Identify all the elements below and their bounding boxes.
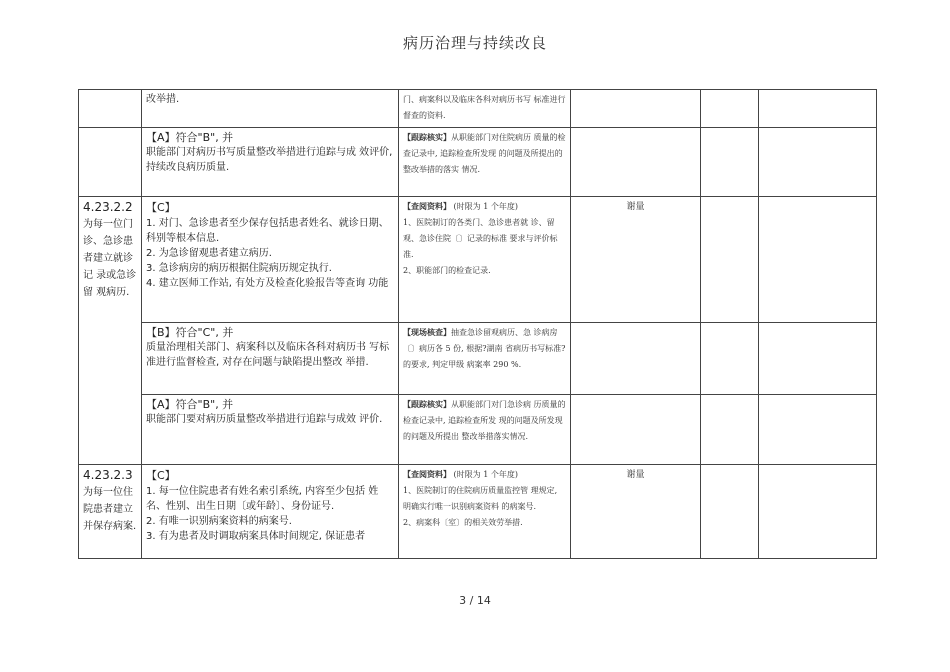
page-title: 病历治理与持续改良: [402, 34, 547, 52]
empty-cell: [571, 90, 701, 128]
empty-cell: [759, 197, 877, 323]
empty-cell: [759, 128, 877, 197]
requirement-cell: [142, 395, 399, 465]
table-row: [79, 197, 877, 323]
empty-cell: [701, 465, 759, 559]
standard-code: 4.23.2.3: [83, 468, 133, 482]
requirement-text: 改举措.: [146, 94, 180, 105]
code-cell: [79, 465, 142, 559]
empty-cell: [701, 197, 759, 323]
requirement-cell: [142, 465, 399, 559]
check-cell: [399, 90, 571, 128]
requirement-cell: [142, 128, 399, 197]
empty-cell: [701, 323, 759, 395]
requirement-item: 1. 对门、急诊患者至少保存包括患者姓名、就诊日期、科别等根本信息.: [146, 218, 389, 244]
requirement-item: 3. 急诊病房的病历根据住院病历规定执行.: [146, 263, 332, 274]
level-label: 【B】符合"C", 并: [146, 326, 234, 339]
check-text: 门、病案科以及临床各科对病历书写 标准进行督查的资料.: [403, 95, 566, 120]
page-number: 3 / 14: [459, 594, 491, 607]
check-cell: [399, 465, 571, 559]
empty-cell: [571, 395, 701, 465]
table-row: [79, 465, 877, 559]
empty-cell: [571, 128, 701, 197]
requirement-item: 2. 有唯一识别病案资料的病案号.: [146, 516, 292, 527]
empty-cell: [759, 323, 877, 395]
standard-description: 为每一位门诊、急诊患者建立就诊记 录或急诊留 观病历.: [83, 219, 137, 298]
code-cell: [79, 197, 142, 465]
table-row: [79, 395, 877, 465]
check-text: 从职能部门对门急诊病 历质量的检查记录中, 追踪检查所发 现的问题及所发现的问题及所提出 整改举措落实情况.: [403, 400, 566, 441]
check-note: (时限为 1 个年度): [453, 470, 518, 479]
empty-cell: [759, 465, 877, 559]
check-item: 2、职能部门的检查记录.: [403, 266, 491, 275]
empty-cell: [701, 90, 759, 128]
requirement-cell: [142, 197, 399, 323]
result-cell: [571, 197, 701, 323]
requirement-text: 质量治理相关部门、病案科以及临床各科对病历书 写标准进行监督检查, 对存在问题与缺陷提出整改 举措.: [146, 342, 390, 368]
level-label: 【C】: [146, 201, 176, 214]
result-cell: [571, 465, 701, 559]
result-text: 谢量: [626, 202, 645, 212]
check-cell: [399, 323, 571, 395]
check-tag: 【跟踪核实】: [403, 133, 451, 142]
code-cell: [79, 128, 142, 197]
standard-code: 4.23.2.2: [83, 200, 133, 214]
check-tag: 【现场核查】: [403, 328, 451, 337]
requirement-item: 2. 为急诊留观患者建立病历.: [146, 248, 272, 259]
check-text: 从职能部门对住院病历 质量的检查记录中, 追踪检查所发现 的问题及所提出的整改举措的落实 情况.: [403, 133, 566, 174]
empty-cell: [701, 128, 759, 197]
level-label: 【A】符合"B", 并: [146, 398, 234, 411]
requirement-cell: [142, 323, 399, 395]
empty-cell: [701, 395, 759, 465]
check-tag: 【跟踪核实】: [403, 400, 451, 409]
check-cell: [399, 128, 571, 197]
table-row: [79, 128, 877, 197]
table-row: [79, 323, 877, 395]
standard-description: 为每一位住 院患者建立 并保存病案.: [83, 487, 137, 532]
check-item: 2、病案科〔室〕的相关效劳举措.: [403, 518, 523, 527]
check-tag: 【查阅资料】: [403, 202, 451, 211]
check-text: 抽查急诊留观病历、急 诊病房〔〕病历各 5 份, 根据?湖南 省病历书写标准?的要求, 判定甲级 病案率 290 %.: [403, 328, 566, 369]
empty-cell: [759, 395, 877, 465]
check-cell: [399, 197, 571, 323]
requirement-text: 职能部门要对病历质量整改举措进行追踪与成效 评价.: [146, 414, 383, 425]
check-note: (时限为 1 个年度): [453, 202, 518, 211]
requirement-cell: [142, 90, 399, 128]
check-tag: 【查阅资料】: [403, 470, 451, 479]
empty-cell: [571, 323, 701, 395]
level-label: 【C】: [146, 469, 176, 482]
requirement-item: 4. 建立医师工作站, 有处方及检查化验报告等查询 功能: [146, 278, 389, 289]
check-item: 1、医院制订的各类门、急诊患者就 诊、留观、急诊住院〔〕记录的标准 要求与评价标准.: [403, 218, 558, 259]
result-text: 谢量: [626, 470, 645, 480]
requirement-item: 1. 每一位住院患者有姓名索引系统, 内容至少包括 姓名、性别、出生日期〔或年龄〕、身份证号.: [146, 486, 379, 512]
check-item: 1、医院制订的住院病历质量监控管 理规定, 明确实行唯一识别病案资料 的病案号.: [403, 486, 558, 511]
level-label: 【A】符合"B", 并: [146, 131, 234, 144]
code-cell: [79, 90, 142, 128]
standards-table: [78, 89, 877, 559]
empty-cell: [759, 90, 877, 128]
table-row: [79, 90, 877, 128]
requirement-item: 3. 有为患者及时调取病案具体时间规定, 保证患者: [146, 531, 366, 542]
check-cell: [399, 395, 571, 465]
requirement-text: 职能部门对病历书写质量整改举措进行追踪与成 效评价, 持续改良病历质量.: [146, 147, 393, 173]
